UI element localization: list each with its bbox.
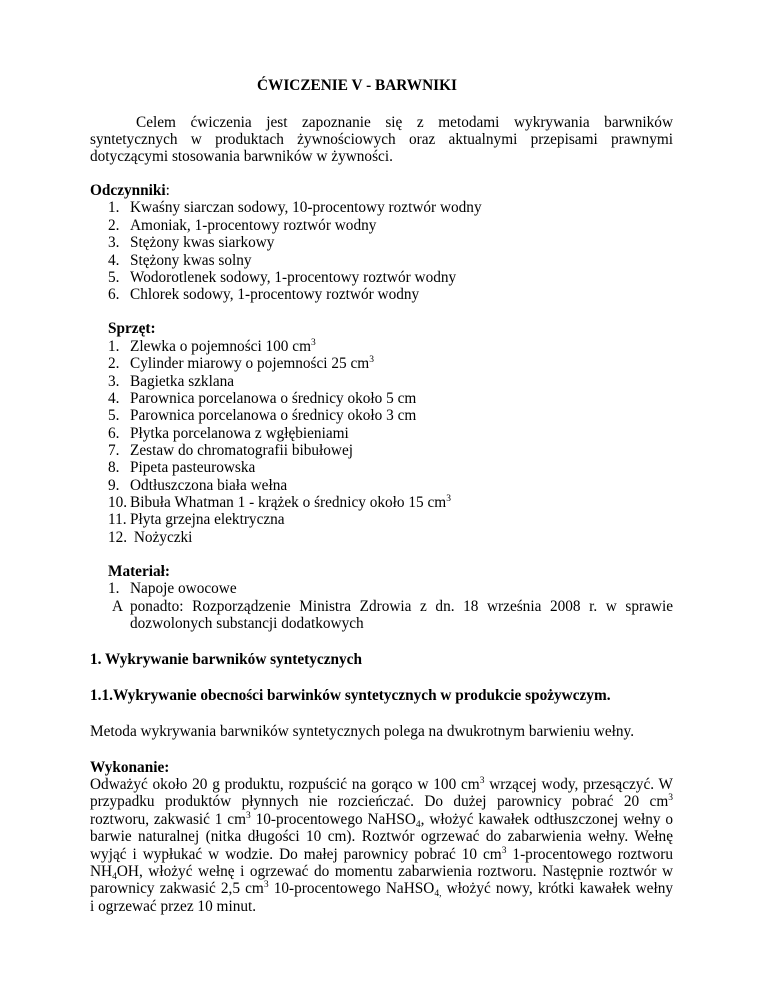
list-text: Odtłuszczona biała wełna — [130, 477, 288, 494]
unit: cm — [350, 355, 370, 372]
text-run: OH, włożyć wełnę i ogrzewać do momentu zabarwienia roztworu. Następnie roztwór w — [116, 863, 673, 880]
text-run: parownicy zakwasić 2,5 cm — [90, 880, 264, 897]
list-number: 3. — [108, 234, 120, 251]
text-run: 1-procentowego roztworu — [506, 846, 673, 863]
list-item — [108, 252, 252, 270]
list-number: 2. — [108, 355, 120, 372]
document-title: ĆWICZENIE V - BARWNIKI — [257, 77, 457, 94]
list-number: 11. — [108, 511, 127, 528]
text-run: Odważyć około 20 g produktu, rozpuścić na gorąco w 100 cm — [90, 776, 480, 793]
list-item — [108, 425, 349, 443]
list-text: Amoniak, 1-procentowy roztwór wodny — [130, 217, 377, 234]
list-number: 5. — [108, 407, 120, 424]
list-text: Parownica porcelanowa o średnicy około 5 cm — [130, 390, 417, 407]
list-number: 1. — [108, 199, 120, 216]
unit-exponent: 3 — [263, 880, 269, 890]
execution-heading: Wykonanie: — [90, 759, 170, 776]
material-note-line-1: ponadto: Rozporządzenie Ministra Zdrowia z dn. 18 września 2008 r. w sprawie — [130, 598, 673, 615]
list-item — [108, 511, 285, 529]
section-1-heading: 1. Wykrywanie barwników syntetycznych — [90, 651, 362, 668]
list-item — [108, 407, 416, 425]
reagents-heading — [90, 182, 170, 200]
unit-exponent: 3 — [668, 793, 673, 803]
list-item — [108, 373, 234, 391]
list-item — [108, 199, 482, 217]
execution-line-2 — [90, 793, 673, 811]
list-number: 4. — [108, 252, 120, 269]
material-note-lead: A — [112, 598, 124, 615]
text-run: 10-procentowego NaHSO — [268, 880, 435, 897]
list-item — [108, 234, 274, 252]
list-item — [108, 390, 416, 408]
list-text: Bibuła Whatman 1 - krążek o średnicy około 15 — [130, 494, 428, 511]
list-number: 6. — [108, 286, 120, 303]
list-text: Nożyczki — [130, 529, 193, 546]
list-item — [108, 477, 287, 495]
intro-line-1: Celem ćwiczenia jest zapoznanie się z metodami wykrywania barwników — [136, 114, 673, 131]
unit-exponent: 3 — [479, 776, 485, 786]
list-text: Zestaw do chromatografii bibułowej — [130, 442, 354, 459]
list-text: Napoje owocowe — [130, 580, 237, 597]
execution-line-7 — [90, 880, 673, 898]
text-run: wrzącej wody, przesączyć. W — [484, 776, 673, 793]
list-item — [108, 529, 192, 547]
list-text: Parownica porcelanowa o średnicy około 3 cm — [130, 407, 417, 424]
execution-line-6 — [90, 863, 673, 881]
list-number: 5. — [108, 269, 120, 286]
list-text: Stężony kwas solny — [130, 252, 252, 269]
list-number: 8. — [108, 459, 120, 476]
list-number: 9. — [108, 477, 120, 494]
text-run: 10-procentowego NaHSO — [250, 811, 416, 828]
list-text: Zlewka o pojemności 100 — [130, 338, 293, 355]
material-note-line-2: dozwolonych substancji dodatkowych — [130, 615, 364, 632]
list-text: Cylinder miarowy o pojemności 25 — [130, 355, 351, 372]
execution-line-8: i ogrzewać przez 10 minut. — [90, 898, 257, 915]
unit-exponent: 3 — [245, 811, 251, 821]
reagents-heading-text: Odczynniki — [90, 182, 166, 199]
list-text: Bagietka szklana — [130, 373, 235, 390]
formula-subscript: 4 — [112, 872, 117, 882]
list-item — [108, 217, 376, 235]
list-number: 10. — [108, 494, 128, 511]
list-text: Płytka porcelanowa z wgłębieniami — [130, 425, 349, 442]
text-run: , włożyć kawałek odtłuszczonej wełny o — [420, 811, 673, 828]
list-item — [108, 494, 451, 512]
list-number: 3. — [108, 373, 120, 390]
list-item — [108, 459, 255, 477]
equipment-heading: Sprzęt: — [108, 320, 156, 337]
execution-line-5 — [90, 846, 673, 864]
list-item — [108, 580, 237, 598]
text-run: roztworu, zakwasić 1 cm — [90, 811, 246, 828]
formula-subscript: 4, — [434, 889, 442, 899]
list-text: Chlorek sodowy, 1-procentowy roztwór wodny — [130, 286, 420, 303]
text-run: przypadku produktów płynnych nie rozcieńczać. Do dużej parownicy pobrać 20 cm — [90, 793, 669, 810]
list-number: 1. — [108, 338, 120, 355]
text-run: NH — [90, 863, 113, 880]
unit-exponent: 3 — [446, 494, 451, 504]
list-item — [108, 286, 419, 304]
list-number: 12. — [108, 529, 128, 546]
list-item — [108, 442, 353, 460]
unit: cm — [427, 494, 447, 511]
list-text: Kwaśny siarczan sodowy, 10-procentowy roztwór wodny — [130, 199, 482, 216]
execution-line-1 — [90, 776, 673, 794]
list-number: 7. — [108, 442, 120, 459]
text-run: włożyć nowy, krótki kawałek wełny — [441, 880, 673, 897]
material-heading: Materiał: — [108, 563, 171, 580]
formula-subscript: 4 — [415, 820, 421, 830]
list-number: 6. — [108, 425, 120, 442]
execution-line-4: barwie naturalnej (nitka długości 10 cm). Roztwór ogrzewać do zabarwienia wełny. Wełnę — [90, 828, 673, 845]
text-run: wyjąć i wypłukać w wodzie. Do małej parownicy pobrać 10 cm — [90, 846, 502, 863]
list-number: 4. — [108, 390, 120, 407]
intro-line-2: syntetycznych w produktach żywnościowych oraz aktualnymi przepisami prawnymi — [90, 131, 673, 148]
unit-exponent: 3 — [501, 846, 507, 856]
list-text: Stężony kwas siarkowy — [130, 234, 275, 251]
list-text: Pipeta pasteurowska — [130, 459, 256, 476]
method-text: Metoda wykrywania barwników syntetycznych polega na dwukrotnym barwieniu wełny. — [90, 723, 635, 740]
list-item — [108, 269, 456, 287]
unit-exponent: 3 — [369, 355, 374, 365]
reagents-heading-colon: : — [165, 182, 170, 199]
list-number: 2. — [108, 217, 120, 234]
list-text: Wodorotlenek sodowy, 1-procentowy roztwór wodny — [130, 269, 457, 286]
section-1-1-heading: 1.1.Wykrywanie obecności barwinków syntetycznych w produkcie spożywczym. — [90, 687, 611, 704]
unit-exponent: 3 — [311, 338, 316, 348]
list-item — [108, 338, 316, 356]
list-number: 1. — [108, 580, 120, 597]
unit: cm — [292, 338, 311, 355]
execution-line-3 — [90, 811, 673, 829]
list-item — [108, 355, 374, 373]
intro-line-3: dotyczącymi stosowania barwników w żywności. — [90, 148, 393, 165]
list-text: Płyta grzejna elektryczna — [130, 511, 285, 528]
